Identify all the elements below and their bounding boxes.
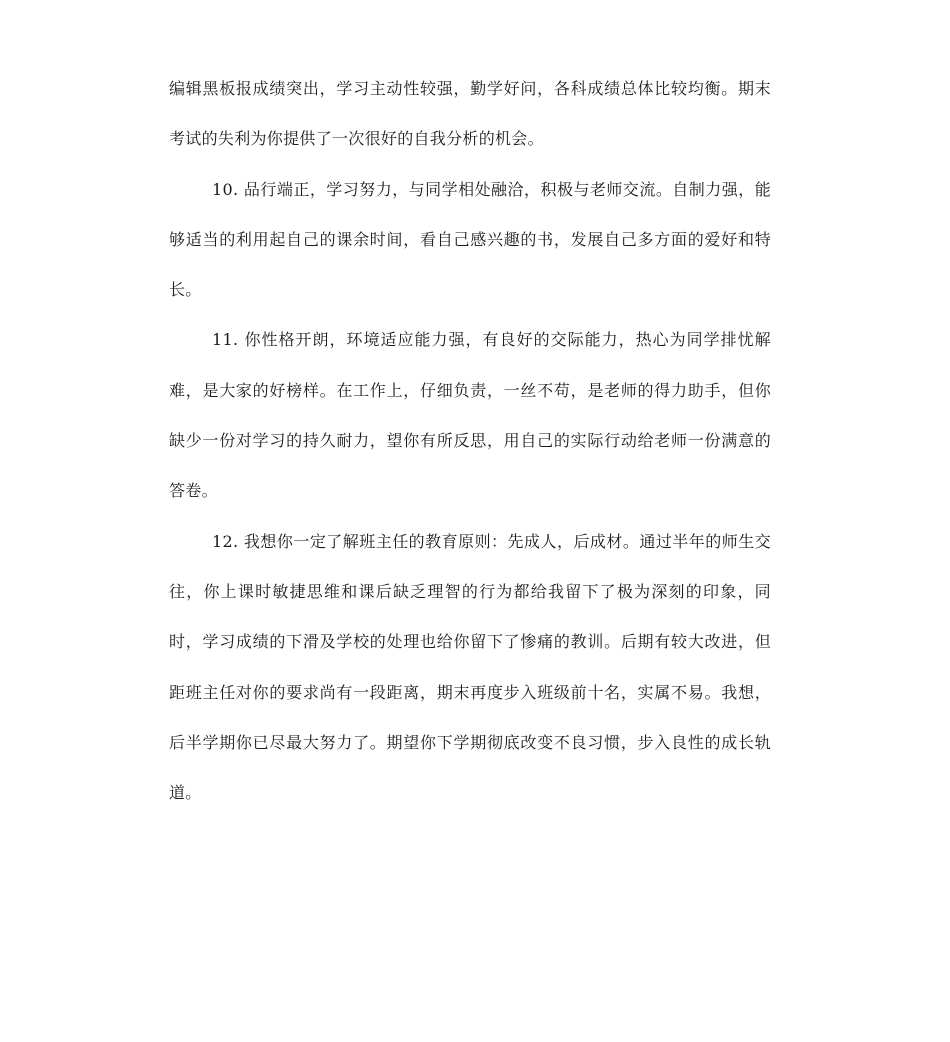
paragraph-comment-12: 12. 我想你一定了解班主任的教育原则：先成人，后成材。通过半年的师生交往，你上课时敏捷思维和课后缺乏理智的行为都给我留下了极为深刻的印象，同时，学习成绩的下滑及学校的处理也给你留下了惨痛的教训。后期有较大改进，但距班主任对你的要求尚有一段距离，期末再度步入班级前十名，实属不易。我想，后半学期你已尽最大努力了。期望你下学期彻底改变不良习惯，步入良性的成长轨道。 — [169, 531, 771, 803]
paragraph-continuation: 编辑黑板报成绩突出，学习主动性较强，勤学好问，各科成绩总体比较均衡。期末考试的失利为你提供了一次很好的自我分析的机会。 — [169, 79, 771, 149]
paragraph-comment-10: 10. 品行端正，学习努力，与同学相处融洽，积极与老师交流。自制力强，能够适当的利用起自己的课余时间，看自己感兴趣的书，发展自己多方面的爱好和特长。 — [169, 179, 771, 300]
document-body — [169, 64, 771, 818]
paragraph-comment-11: 11. 你性格开朗，环境适应能力强，有良好的交际能力，热心为同学排忧解难，是大家的好榜样。在工作上，仔细负责，一丝不苟，是老师的得力助手，但你缺少一份对学习的持久耐力，望你有所反思，用自己的实际行动给老师一份满意的答卷。 — [169, 330, 771, 501]
